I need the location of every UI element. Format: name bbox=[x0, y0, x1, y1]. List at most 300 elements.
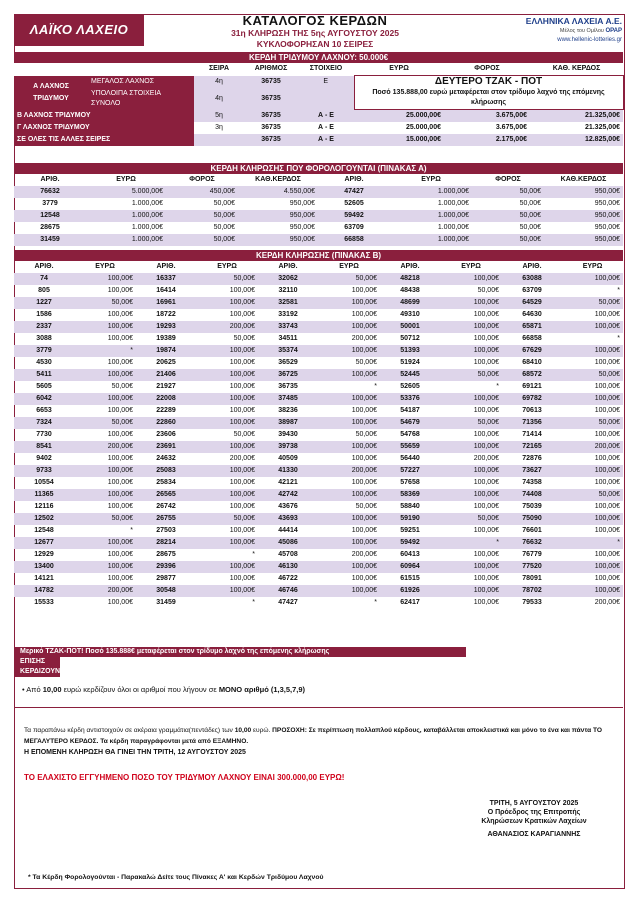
amount-cell: 100,00€ bbox=[473, 527, 499, 534]
amount-cell: 100,00€ bbox=[318, 489, 380, 501]
ticket-number: 34511 bbox=[278, 335, 298, 342]
amount-cell: 200,00€ bbox=[318, 465, 380, 477]
amount-cell: 100,00€ bbox=[594, 551, 620, 558]
amount-cell: 50,00€ bbox=[213, 224, 235, 231]
ticket-number: 40509 bbox=[278, 455, 298, 462]
col-header: ΕΥΡΩ bbox=[421, 176, 441, 183]
table-b-header-row bbox=[14, 261, 623, 273]
ticket-number: 6653 bbox=[36, 407, 52, 414]
amount-cell: 50,00€ bbox=[519, 200, 541, 207]
ticket-number: 1586 bbox=[36, 311, 52, 318]
amount-cell: 50,00€ bbox=[562, 369, 623, 381]
member-line bbox=[510, 27, 622, 36]
ticket-number: 75039 bbox=[522, 503, 542, 510]
amount-cell: 950,00€ bbox=[238, 234, 318, 246]
amount-cell: 50,00€ bbox=[111, 383, 133, 390]
amount-cell: 100,00€ bbox=[473, 311, 499, 318]
amount-cell: 950,00€ bbox=[544, 186, 623, 198]
ticket-number: 19389 bbox=[156, 335, 176, 342]
amount-cell: 1.000,00€ bbox=[437, 224, 469, 231]
laiko-laxeio-logo: ΛΑΪΚΟ ΛΑΧΕΙΟ bbox=[14, 14, 144, 46]
table-row bbox=[14, 597, 623, 609]
ticket-number: 32581 bbox=[258, 297, 318, 309]
col-header: ΚΑΘ. ΚΕΡΔΟΣ bbox=[530, 63, 623, 76]
amount-cell: 200,00€ bbox=[473, 455, 499, 462]
ticket-number: 72165 bbox=[502, 441, 562, 453]
table-row bbox=[14, 561, 623, 573]
amount-cell: 100,00€ bbox=[196, 345, 258, 357]
ticket-number: 52605 bbox=[344, 200, 364, 207]
amount-cell: 100,00€ bbox=[318, 441, 380, 453]
ticket-number: 66858 bbox=[318, 234, 390, 246]
amount-cell: 950,00€ bbox=[289, 200, 315, 207]
ticket-number: 50712 bbox=[400, 335, 420, 342]
table-b bbox=[14, 261, 623, 609]
ticket-number: 10554 bbox=[34, 479, 54, 486]
min-guarantee: ΤΟ ΕΛΑΧΙΣΤΟ ΕΓΓΥΗΜΕΝΟ ΠΟΣΟ ΤΟΥ ΤΡΙΔΥΜΟΥ ΛΑΧΝΟΥ ΕΙΝΑΙ 300.000,00 ΕΥΡΩ! bbox=[24, 773, 345, 782]
col-header: ΕΥΡΩ bbox=[582, 263, 603, 270]
amount-cell: * bbox=[374, 383, 377, 390]
amount-cell: * bbox=[562, 537, 623, 549]
amount-cell: 100,00€ bbox=[351, 527, 377, 534]
sign-date: ΤΡΙΤΗ, 5 ΑΥΓΟΥΣΤΟΥ 2025 bbox=[489, 800, 579, 807]
amount-cell: 100,00€ bbox=[107, 335, 133, 342]
ticket-number: 39430 bbox=[278, 431, 298, 438]
jackpot-bar: ΚΕΡΔΗ ΤΡΙΔΥΜΟΥ ΛΑΧΝΟΥ: 50.000€ bbox=[14, 52, 623, 63]
row-label: ΣΕ ΟΛΕΣ ΤΙΣ ΑΛΛΕΣ ΣΕΙΡΕΣ bbox=[14, 134, 194, 146]
amount-cell: 1.000,00€ bbox=[86, 234, 166, 246]
table-row bbox=[14, 210, 623, 222]
tridymo-header-row bbox=[14, 63, 623, 76]
rules-caution: ΠΡΟΣΟΧΗ: bbox=[272, 727, 307, 734]
rules-text-c: ευρώ. bbox=[251, 727, 273, 734]
ticket-number: 14121 bbox=[34, 575, 54, 582]
amount-cell: 100,00€ bbox=[351, 455, 377, 462]
ticket-number: 74 bbox=[14, 273, 74, 285]
col-header: ΑΡΙΘ. bbox=[522, 263, 542, 270]
col-header: ΑΡΙΘ. bbox=[400, 263, 420, 270]
amount-cell: 100,00€ bbox=[107, 551, 133, 558]
amount-cell: 100,00€ bbox=[473, 431, 499, 438]
amount-cell: 100,00€ bbox=[594, 359, 620, 366]
ticket-number: 3779 bbox=[14, 345, 74, 357]
ticket-number: 53376 bbox=[380, 393, 440, 405]
ticket-number: 63709 bbox=[344, 224, 364, 231]
amount-cell: 100,00€ bbox=[318, 561, 380, 573]
ticket-number: 69782 bbox=[502, 393, 562, 405]
amount-cell: 50,00€ bbox=[472, 210, 544, 222]
col-header: ΦΟΡΟΣ bbox=[189, 176, 215, 183]
a-series: 4η bbox=[194, 88, 244, 110]
amount-cell: 100,00€ bbox=[594, 479, 620, 486]
tax: 3.675,00€ bbox=[495, 124, 527, 131]
table-row bbox=[14, 585, 623, 597]
amount-cell: * bbox=[496, 383, 499, 390]
tridymo-all-row bbox=[14, 134, 623, 146]
amount-cell: 100,00€ bbox=[594, 527, 620, 534]
ticket-number: 50001 bbox=[380, 321, 440, 333]
ticket-number: 43676 bbox=[278, 503, 298, 510]
ticket-number: 71414 bbox=[522, 431, 542, 438]
amount-cell: 100,00€ bbox=[562, 273, 623, 285]
amount-cell: 100,00€ bbox=[196, 297, 258, 309]
table-row bbox=[14, 453, 623, 465]
ticket-number: 16337 bbox=[136, 273, 196, 285]
ticket-number: 61926 bbox=[380, 585, 440, 597]
ticket-number: 39738 bbox=[258, 441, 318, 453]
amount-cell: 100,00€ bbox=[196, 465, 258, 477]
ticket-number: 11365 bbox=[14, 489, 74, 501]
ticket-number: 41330 bbox=[258, 465, 318, 477]
table-row bbox=[14, 477, 623, 489]
amount-cell: 950,00€ bbox=[289, 224, 315, 231]
amount-cell: 100,00€ bbox=[440, 297, 502, 309]
row-label: Β ΛΑΧΝΟΣ ΤΡΙΔΥΜΟΥ bbox=[14, 110, 194, 123]
ticket-number: 24632 bbox=[156, 455, 176, 462]
ticket-number: 59492 bbox=[380, 537, 440, 549]
amount-cell: 50,00€ bbox=[519, 224, 541, 231]
amount-cell: 50,00€ bbox=[74, 297, 136, 309]
amount-cell: 200,00€ bbox=[351, 551, 377, 558]
table-row bbox=[14, 489, 623, 501]
tridymo-b-row bbox=[14, 110, 623, 123]
tridymo-a-row-1 bbox=[14, 76, 623, 88]
amount-cell: 100,00€ bbox=[229, 359, 255, 366]
ticket-number: 62417 bbox=[400, 599, 420, 606]
amount-cell: 100,00€ bbox=[74, 321, 136, 333]
col-header: ΦΟΡΟΣ bbox=[495, 176, 521, 183]
table-row bbox=[14, 573, 623, 585]
table-row bbox=[14, 441, 623, 453]
sign-name: ΑΘΑΝΑΣΙΟΣ ΚΑΡΑΓΙΑΝΝΗΣ bbox=[487, 831, 581, 838]
amount-cell: 100,00€ bbox=[229, 527, 255, 534]
tridymo-table bbox=[14, 63, 624, 146]
amount-cell: 100,00€ bbox=[473, 407, 499, 414]
amount-cell: 1.000,00€ bbox=[437, 200, 469, 207]
brand-right: ΕΛΛΗΝΙΚΑ ΛΑΧΕΙΑ Α.Ε. bbox=[525, 16, 622, 26]
amount-cell: 100,00€ bbox=[196, 585, 258, 597]
amount-cell: 100,00€ bbox=[594, 575, 620, 582]
amount-cell: 950,00€ bbox=[544, 234, 623, 246]
ticket-number: 45086 bbox=[258, 537, 318, 549]
ticket-number: 8541 bbox=[14, 441, 74, 453]
rules-text-a: Τα παραπάνω κέρδη αντιστοιχούν σε ακέραια γραμμάτια(πεντάδες) των bbox=[24, 727, 235, 734]
table-row bbox=[14, 234, 623, 246]
rules-amount: 10,00 bbox=[234, 727, 252, 734]
footnote: * Τα Κέρδη Φορολογούνται - Παρακαλώ Δείτε τους Πίνακες Α' και Κερδών Τριδύμου Λαχνού bbox=[28, 874, 324, 881]
bullet-amount: 10,00 bbox=[42, 685, 62, 694]
amount-cell: * bbox=[617, 335, 620, 342]
amount-cell: * bbox=[130, 527, 133, 534]
amount-cell: 100,00€ bbox=[74, 465, 136, 477]
amount-cell: 100,00€ bbox=[440, 393, 502, 405]
ticket-number: 28214 bbox=[136, 537, 196, 549]
ticket-number: 32110 bbox=[278, 287, 298, 294]
ticket-number: 28675 bbox=[40, 224, 60, 231]
amount-cell: 100,00€ bbox=[440, 465, 502, 477]
ticket-number: 61515 bbox=[400, 575, 420, 582]
amount-cell: 450,00€ bbox=[166, 186, 238, 198]
notes-section bbox=[14, 647, 623, 881]
a-series: 4η bbox=[194, 76, 244, 88]
amount-cell: 100,00€ bbox=[440, 321, 502, 333]
amount-cell: 100,00€ bbox=[318, 297, 380, 309]
also-win-label: ΕΠΙΣΗΣ ΚΕΡΔΙΖΟΥΝ: bbox=[14, 657, 60, 677]
bullet-mid: ευρώ κερδίζουν όλοι οι αριθμοί που λήγουν σε bbox=[61, 685, 219, 694]
number: 36735 bbox=[261, 124, 281, 131]
ticket-number: 59190 bbox=[380, 513, 440, 525]
number: 36735 bbox=[244, 110, 298, 123]
ticket-number: 78091 bbox=[522, 575, 542, 582]
table-row bbox=[14, 465, 623, 477]
amount-cell: 50,00€ bbox=[166, 234, 238, 246]
ticket-number: 37485 bbox=[258, 393, 318, 405]
ticket-number: 71356 bbox=[502, 417, 562, 429]
ticket-number: 58840 bbox=[400, 503, 420, 510]
ticket-number: 27503 bbox=[156, 527, 176, 534]
amount-cell: 50,00€ bbox=[477, 287, 499, 294]
ticket-number: 4530 bbox=[36, 359, 52, 366]
element: Α - Ε bbox=[298, 134, 354, 146]
ticket-number: 47427 bbox=[318, 186, 390, 198]
amount-cell: 50,00€ bbox=[196, 513, 258, 525]
amount-cell: 100,00€ bbox=[562, 465, 623, 477]
amount-cell: 100,00€ bbox=[351, 575, 377, 582]
amount-cell: 950,00€ bbox=[544, 210, 623, 222]
amount-cell: 100,00€ bbox=[594, 311, 620, 318]
col-header: ΕΥΡΩ bbox=[339, 263, 359, 270]
ticket-number: 12548 bbox=[34, 527, 54, 534]
ticket-number: 64529 bbox=[502, 297, 562, 309]
ticket-number: 3088 bbox=[36, 335, 52, 342]
ticket-number: 7730 bbox=[36, 431, 52, 438]
ticket-number: 54679 bbox=[380, 417, 440, 429]
amount-cell: 100,00€ bbox=[107, 455, 133, 462]
amount-cell: 50,00€ bbox=[562, 297, 623, 309]
opap-logo: OPAP bbox=[605, 28, 622, 34]
ticket-number: 25834 bbox=[156, 479, 176, 486]
table-row bbox=[14, 393, 623, 405]
amount-cell: 50,00€ bbox=[355, 503, 377, 510]
tzak-pot-note: Μερικό ΤΖΑΚ-ΠΟΤ! Ποσό 135.888€ μεταφέρεται στον τρίδυμο λαχνό της επόμενης κλήρωσης bbox=[14, 647, 466, 657]
amount-cell: 100,00€ bbox=[74, 561, 136, 573]
amount-cell: 100,00€ bbox=[229, 383, 255, 390]
title-block bbox=[200, 14, 430, 49]
tzak-pot-box bbox=[354, 76, 623, 110]
col-header: ΣΤΟΙΧΕΙΟ bbox=[298, 63, 354, 76]
ticket-number: 38987 bbox=[258, 417, 318, 429]
amount-cell: 200,00€ bbox=[562, 441, 623, 453]
ticket-number: 25083 bbox=[136, 465, 196, 477]
ticket-number: 60413 bbox=[400, 551, 420, 558]
ticket-number: 23606 bbox=[156, 431, 176, 438]
ticket-number: 76632 bbox=[502, 537, 562, 549]
number: 36735 bbox=[244, 134, 298, 146]
amount-cell: 50,00€ bbox=[74, 417, 136, 429]
amount-cell: 100,00€ bbox=[351, 407, 377, 414]
ticket-number: 59492 bbox=[318, 210, 390, 222]
ticket-number: 29396 bbox=[136, 561, 196, 573]
amount-cell: 100,00€ bbox=[107, 407, 133, 414]
ticket-number: 68572 bbox=[502, 369, 562, 381]
rules-paragraph bbox=[24, 725, 604, 747]
amount-cell: 200,00€ bbox=[196, 321, 258, 333]
website-link[interactable]: www.hellenic-lotteries.gr bbox=[557, 37, 622, 43]
col-header: ΚΑΘ.ΚΕΡΔΟΣ bbox=[560, 176, 607, 183]
amount-cell: 50,00€ bbox=[562, 417, 623, 429]
ticket-number: 14782 bbox=[14, 585, 74, 597]
ticket-number: 77520 bbox=[502, 561, 562, 573]
ticket-number: 46130 bbox=[258, 561, 318, 573]
ticket-number: 38236 bbox=[278, 407, 298, 414]
ticket-number: 3779 bbox=[42, 200, 58, 207]
amount-cell: 100,00€ bbox=[107, 359, 133, 366]
amount-cell: * bbox=[617, 287, 620, 294]
net: 12.825,00€ bbox=[530, 134, 623, 146]
ticket-number: 12548 bbox=[14, 210, 86, 222]
amount-cell: 4.550,00€ bbox=[238, 186, 318, 198]
amount-cell: 50,00€ bbox=[472, 186, 544, 198]
amount-cell: 100,00€ bbox=[594, 383, 620, 390]
amount-cell: 100,00€ bbox=[440, 585, 502, 597]
ticket-number: 12116 bbox=[34, 503, 54, 510]
ticket-number: 13400 bbox=[14, 561, 74, 573]
table-row bbox=[14, 369, 623, 381]
amount-cell: 1.000,00€ bbox=[86, 210, 166, 222]
ticket-number: 16961 bbox=[136, 297, 196, 309]
draw-subtitle: 31η ΚΛΗΡΩΣΗ ΤΗΣ 5ης ΑΥΓΟΥΣΤΟΥ 2025 bbox=[231, 28, 399, 38]
amount-cell: 100,00€ bbox=[318, 417, 380, 429]
col-header: ΕΥΡΩ bbox=[461, 263, 481, 270]
table-row bbox=[14, 321, 623, 333]
amount-cell: 100,00€ bbox=[196, 537, 258, 549]
amount-cell: 50,00€ bbox=[166, 210, 238, 222]
a-element: Ε bbox=[298, 76, 354, 88]
amount-cell: 100,00€ bbox=[196, 561, 258, 573]
ticket-number: 12502 bbox=[14, 513, 74, 525]
a-number: 36735 bbox=[244, 76, 298, 88]
amount-cell: 50,00€ bbox=[233, 335, 255, 342]
table-row bbox=[14, 501, 623, 513]
ticket-number: 60964 bbox=[380, 561, 440, 573]
ticket-number: 26742 bbox=[156, 503, 176, 510]
amount-cell: 200,00€ bbox=[229, 455, 255, 462]
sign-role-1: Ο Πρόεδρος της Επιτροπής bbox=[487, 809, 581, 816]
amount-cell: 100,00€ bbox=[107, 287, 133, 294]
amount-cell: 950,00€ bbox=[594, 224, 620, 231]
ticket-number: 56440 bbox=[400, 455, 420, 462]
table-row bbox=[14, 345, 623, 357]
ticket-number: 48699 bbox=[380, 297, 440, 309]
a-element bbox=[298, 88, 354, 110]
amount-cell: 1.000,00€ bbox=[131, 224, 163, 231]
amount-cell: 100,00€ bbox=[351, 287, 377, 294]
amount-cell: 100,00€ bbox=[318, 585, 380, 597]
amount-cell: 100,00€ bbox=[440, 273, 502, 285]
ticket-number: 63709 bbox=[522, 287, 542, 294]
tax: 3.675,00€ bbox=[444, 110, 530, 123]
ticket-number: 45708 bbox=[278, 551, 298, 558]
amount-cell: 100,00€ bbox=[107, 311, 133, 318]
amount-cell: 100,00€ bbox=[318, 537, 380, 549]
ticket-number: 33743 bbox=[258, 321, 318, 333]
ticket-number: 1227 bbox=[14, 297, 74, 309]
ticket-number: 49310 bbox=[400, 311, 420, 318]
amount-cell: * bbox=[374, 599, 377, 606]
ticket-number: 22289 bbox=[156, 407, 176, 414]
ticket-number: 69121 bbox=[522, 383, 542, 390]
amount-cell: 100,00€ bbox=[440, 345, 502, 357]
odd-rule bbox=[22, 685, 305, 695]
col-header: ΑΡΙΘ. bbox=[34, 263, 54, 270]
col-header: ΕΥΡΩ bbox=[217, 263, 237, 270]
col-header: ΕΥΡΩ bbox=[354, 63, 444, 76]
amount-cell: * bbox=[74, 345, 136, 357]
amount-cell: 100,00€ bbox=[229, 407, 255, 414]
amount-cell: 100,00€ bbox=[562, 561, 623, 573]
amount-cell: 100,00€ bbox=[318, 513, 380, 525]
ticket-number: 7324 bbox=[14, 417, 74, 429]
amount-cell: 50,00€ bbox=[318, 273, 380, 285]
element: Α - Ε bbox=[298, 110, 354, 123]
ticket-number: 42121 bbox=[278, 479, 298, 486]
table-row bbox=[14, 285, 623, 297]
amount-cell: 100,00€ bbox=[562, 393, 623, 405]
table-row bbox=[14, 381, 623, 393]
net: 21.325,00€ bbox=[584, 124, 620, 131]
col-header: ΚΑΘ.ΚΕΡΔΟΣ bbox=[255, 176, 301, 183]
series-note: ΚΥΚΛΟΦΟΡΗΣΑΝ 10 ΣΕΙΡΕΣ bbox=[256, 39, 374, 49]
amount-cell: 100,00€ bbox=[107, 431, 133, 438]
amount-cell: 100,00€ bbox=[74, 393, 136, 405]
ticket-number: 52445 bbox=[380, 369, 440, 381]
ticket-number: 72876 bbox=[522, 455, 542, 462]
ticket-number: 57227 bbox=[380, 465, 440, 477]
ticket-number: 51393 bbox=[380, 345, 440, 357]
col-header: ΦΟΡΟΣ bbox=[444, 63, 530, 76]
table-row bbox=[14, 549, 623, 561]
amount-cell: 100,00€ bbox=[229, 575, 255, 582]
col-header: ΕΥΡΩ bbox=[95, 263, 115, 270]
hellenic-lotteries-logo bbox=[510, 16, 622, 45]
ticket-number: 47427 bbox=[278, 599, 298, 606]
ticket-number: 36529 bbox=[278, 359, 298, 366]
amount-cell: 100,00€ bbox=[594, 455, 620, 462]
ticket-number: 19293 bbox=[136, 321, 196, 333]
amount-cell: 50,00€ bbox=[440, 369, 502, 381]
a-lachnos-label: Α ΛΑΧΝΟΣ ΤΡΙΔΥΜΟΥ bbox=[14, 76, 88, 110]
a-row-label: ΜΕΓΑΛΟΣ ΛΑΧΝΟΣ bbox=[88, 76, 194, 88]
a-row-label: ΥΠΟΛΟΙΠΑ ΣΤΟΙΧΕΙΑ ΣΥΝΟΛΟ bbox=[88, 88, 194, 110]
table-row bbox=[14, 186, 623, 198]
table-row bbox=[14, 417, 623, 429]
ticket-number: 57658 bbox=[400, 479, 420, 486]
ticket-number: 36725 bbox=[258, 369, 318, 381]
amount-cell: 100,00€ bbox=[229, 311, 255, 318]
amount-cell: 100,00€ bbox=[594, 503, 620, 510]
amount-cell: 100,00€ bbox=[318, 321, 380, 333]
amount-cell: 100,00€ bbox=[562, 345, 623, 357]
ticket-number: 78702 bbox=[502, 585, 562, 597]
row-label: Γ ΛΑΧΝΟΣ ΤΡΙΔΥΜΟΥ bbox=[14, 122, 194, 134]
amount-cell: 100,00€ bbox=[473, 575, 499, 582]
ticket-number: 44414 bbox=[278, 527, 298, 534]
amount-cell: 100,00€ bbox=[229, 503, 255, 510]
amount-cell: * bbox=[440, 537, 502, 549]
table-b-title: ΚΕΡΔΗ ΚΛΗΡΩΣΗΣ (ΠΙΝΑΚΑΣ Β) bbox=[14, 250, 623, 261]
ticket-number: 32062 bbox=[258, 273, 318, 285]
sign-role-2: Κληρώσεων Κρατικών Λαχείων bbox=[481, 818, 587, 825]
